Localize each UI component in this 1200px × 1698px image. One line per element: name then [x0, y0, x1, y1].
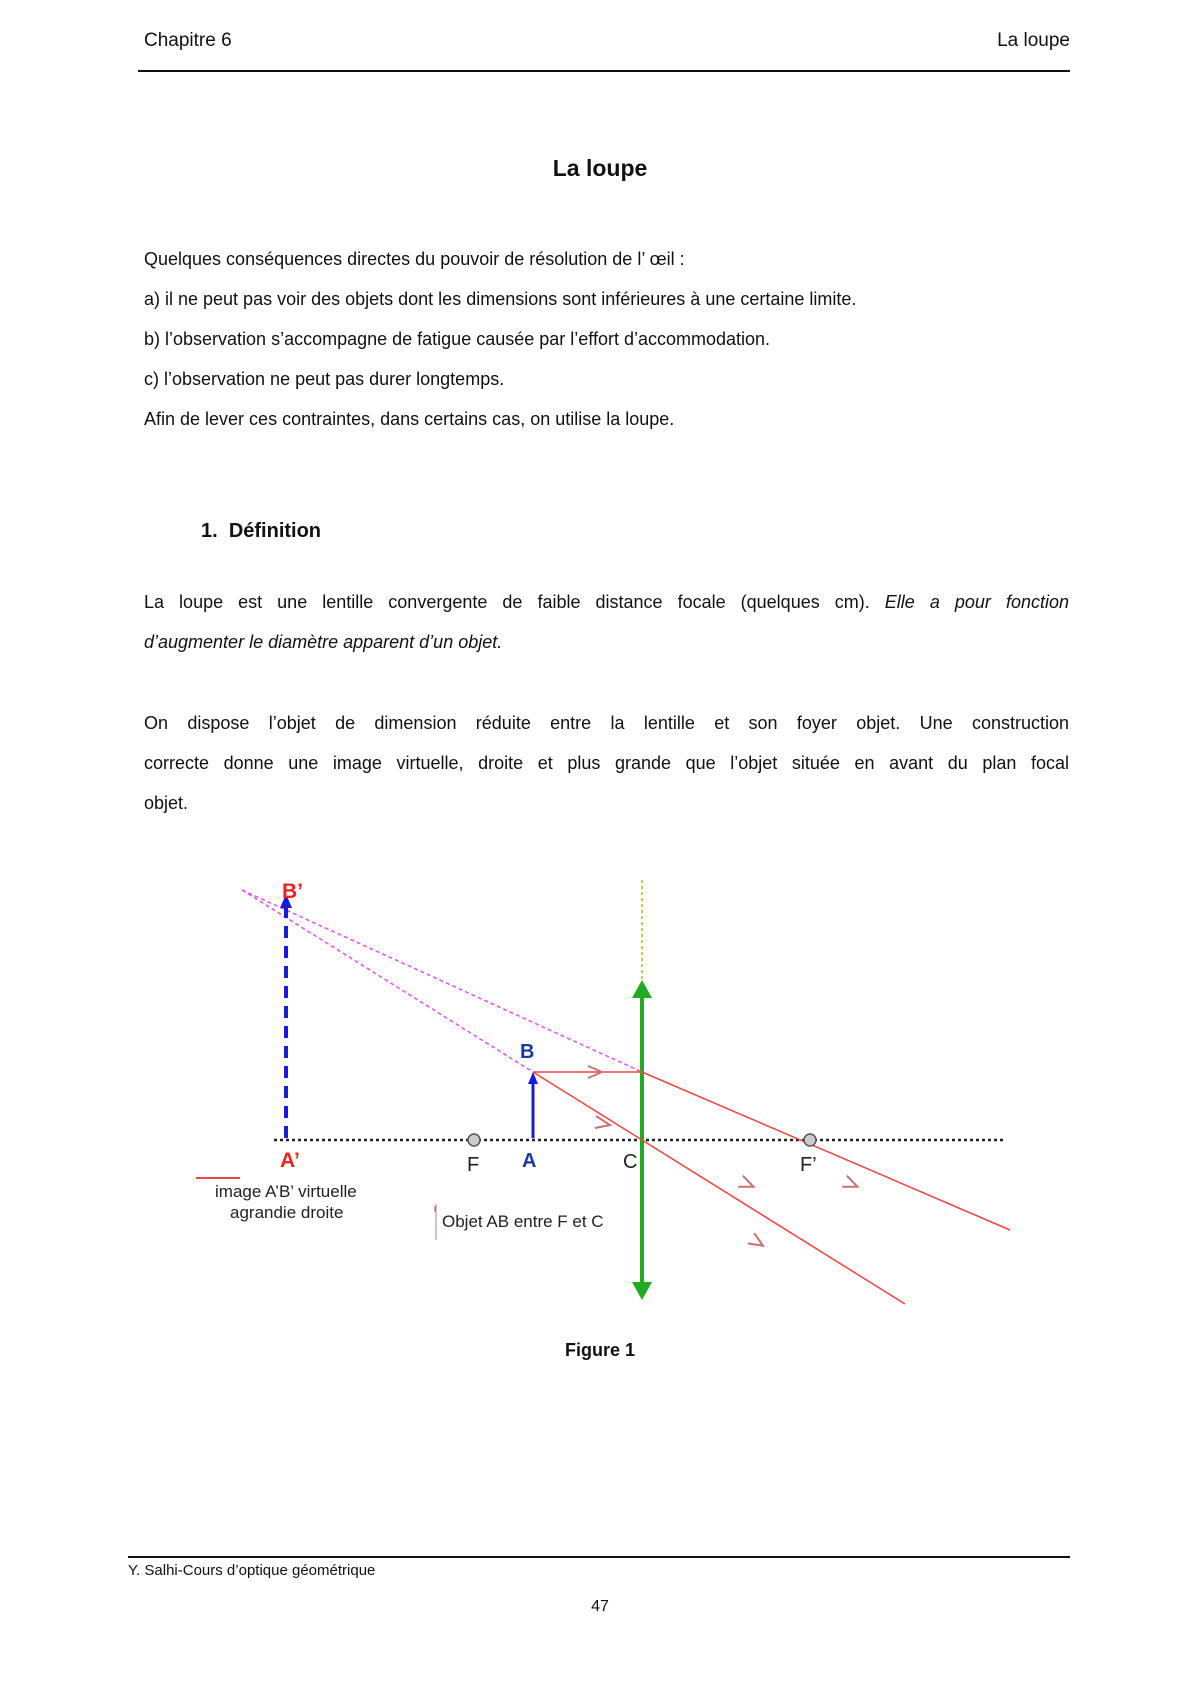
label-a-prime: A’ — [280, 1149, 300, 1172]
section-heading — [201, 520, 321, 543]
label-f: F — [467, 1154, 480, 1176]
ray-arrow-icon — [842, 1176, 860, 1193]
definition-italic-start: Elle a pour fonction — [884, 592, 1069, 612]
definition-line-1 — [144, 592, 1069, 612]
footer-text: Y. Salhi-Cours d’optique géométrique — [128, 1562, 376, 1579]
definition-text: La loupe est une lentille convergente de faible distance focale (quelques cm). — [144, 592, 870, 612]
ray-arrow-icon — [738, 1176, 756, 1193]
section-number: 1. — [201, 520, 218, 542]
virtual-ray-1 — [242, 890, 642, 1072]
header-chapter: Chapitre 6 — [144, 30, 232, 51]
header-title: La loupe — [997, 30, 1070, 51]
para2-line-3: objet. — [144, 793, 189, 813]
ray-through-center — [533, 1072, 905, 1304]
label-a: A — [522, 1150, 537, 1172]
label-c: C — [623, 1151, 638, 1173]
para2-line-2: correcte donne une image virtuelle, droite et plus grande que l’objet située en avant du plan focal — [144, 753, 1069, 773]
intro-item-b: b) l’observation s’accompagne de fatigue causée par l’effort d’accommodation. — [144, 329, 771, 349]
loupe-ray-diagram — [180, 860, 1040, 1330]
focal-point-f — [468, 1134, 480, 1146]
ray-through-focus — [642, 1072, 1010, 1230]
legend-object: Objet AB entre F et C — [442, 1212, 604, 1231]
label-b: B — [520, 1041, 535, 1063]
section-title: Définition — [228, 520, 322, 542]
footer-rule — [128, 1556, 1070, 1558]
intro-item-a: a) il ne peut pas voir des objets dont les dimensions sont inférieures à une certaine limite. — [144, 289, 857, 309]
focal-point-f-prime — [804, 1134, 816, 1146]
label-f-prime: F’ — [800, 1154, 817, 1176]
figure-caption: Figure 1 — [564, 1340, 635, 1360]
legend-image-line-1: image A’B’ virtuelle — [215, 1182, 357, 1201]
definition-line-2: d’augmenter le diamètre apparent d’un objet. — [144, 632, 503, 652]
lens-bottom-arrow-icon — [632, 1282, 652, 1300]
legend-image-line-2: agrandie droite — [230, 1203, 344, 1222]
page-number: 47 — [591, 1598, 609, 1615]
lens-top-arrow-icon — [632, 980, 652, 998]
ray-arrow-icon — [748, 1233, 766, 1251]
page-title: La loupe — [552, 155, 648, 181]
intro-item-c: c) l’observation ne peut pas durer longtemps. — [144, 369, 505, 389]
header-rule — [138, 70, 1070, 72]
intro-lead: Quelques conséquences directes du pouvoir de résolution de l’ œil : — [144, 249, 685, 269]
label-b-prime: B’ — [282, 880, 303, 903]
intro-closing: Afin de lever ces contraintes, dans certains cas, on utilise la loupe. — [144, 409, 675, 429]
para2-line-1: On dispose l’objet de dimension réduite entre la lentille et son foyer objet. Une construction — [144, 713, 1069, 733]
